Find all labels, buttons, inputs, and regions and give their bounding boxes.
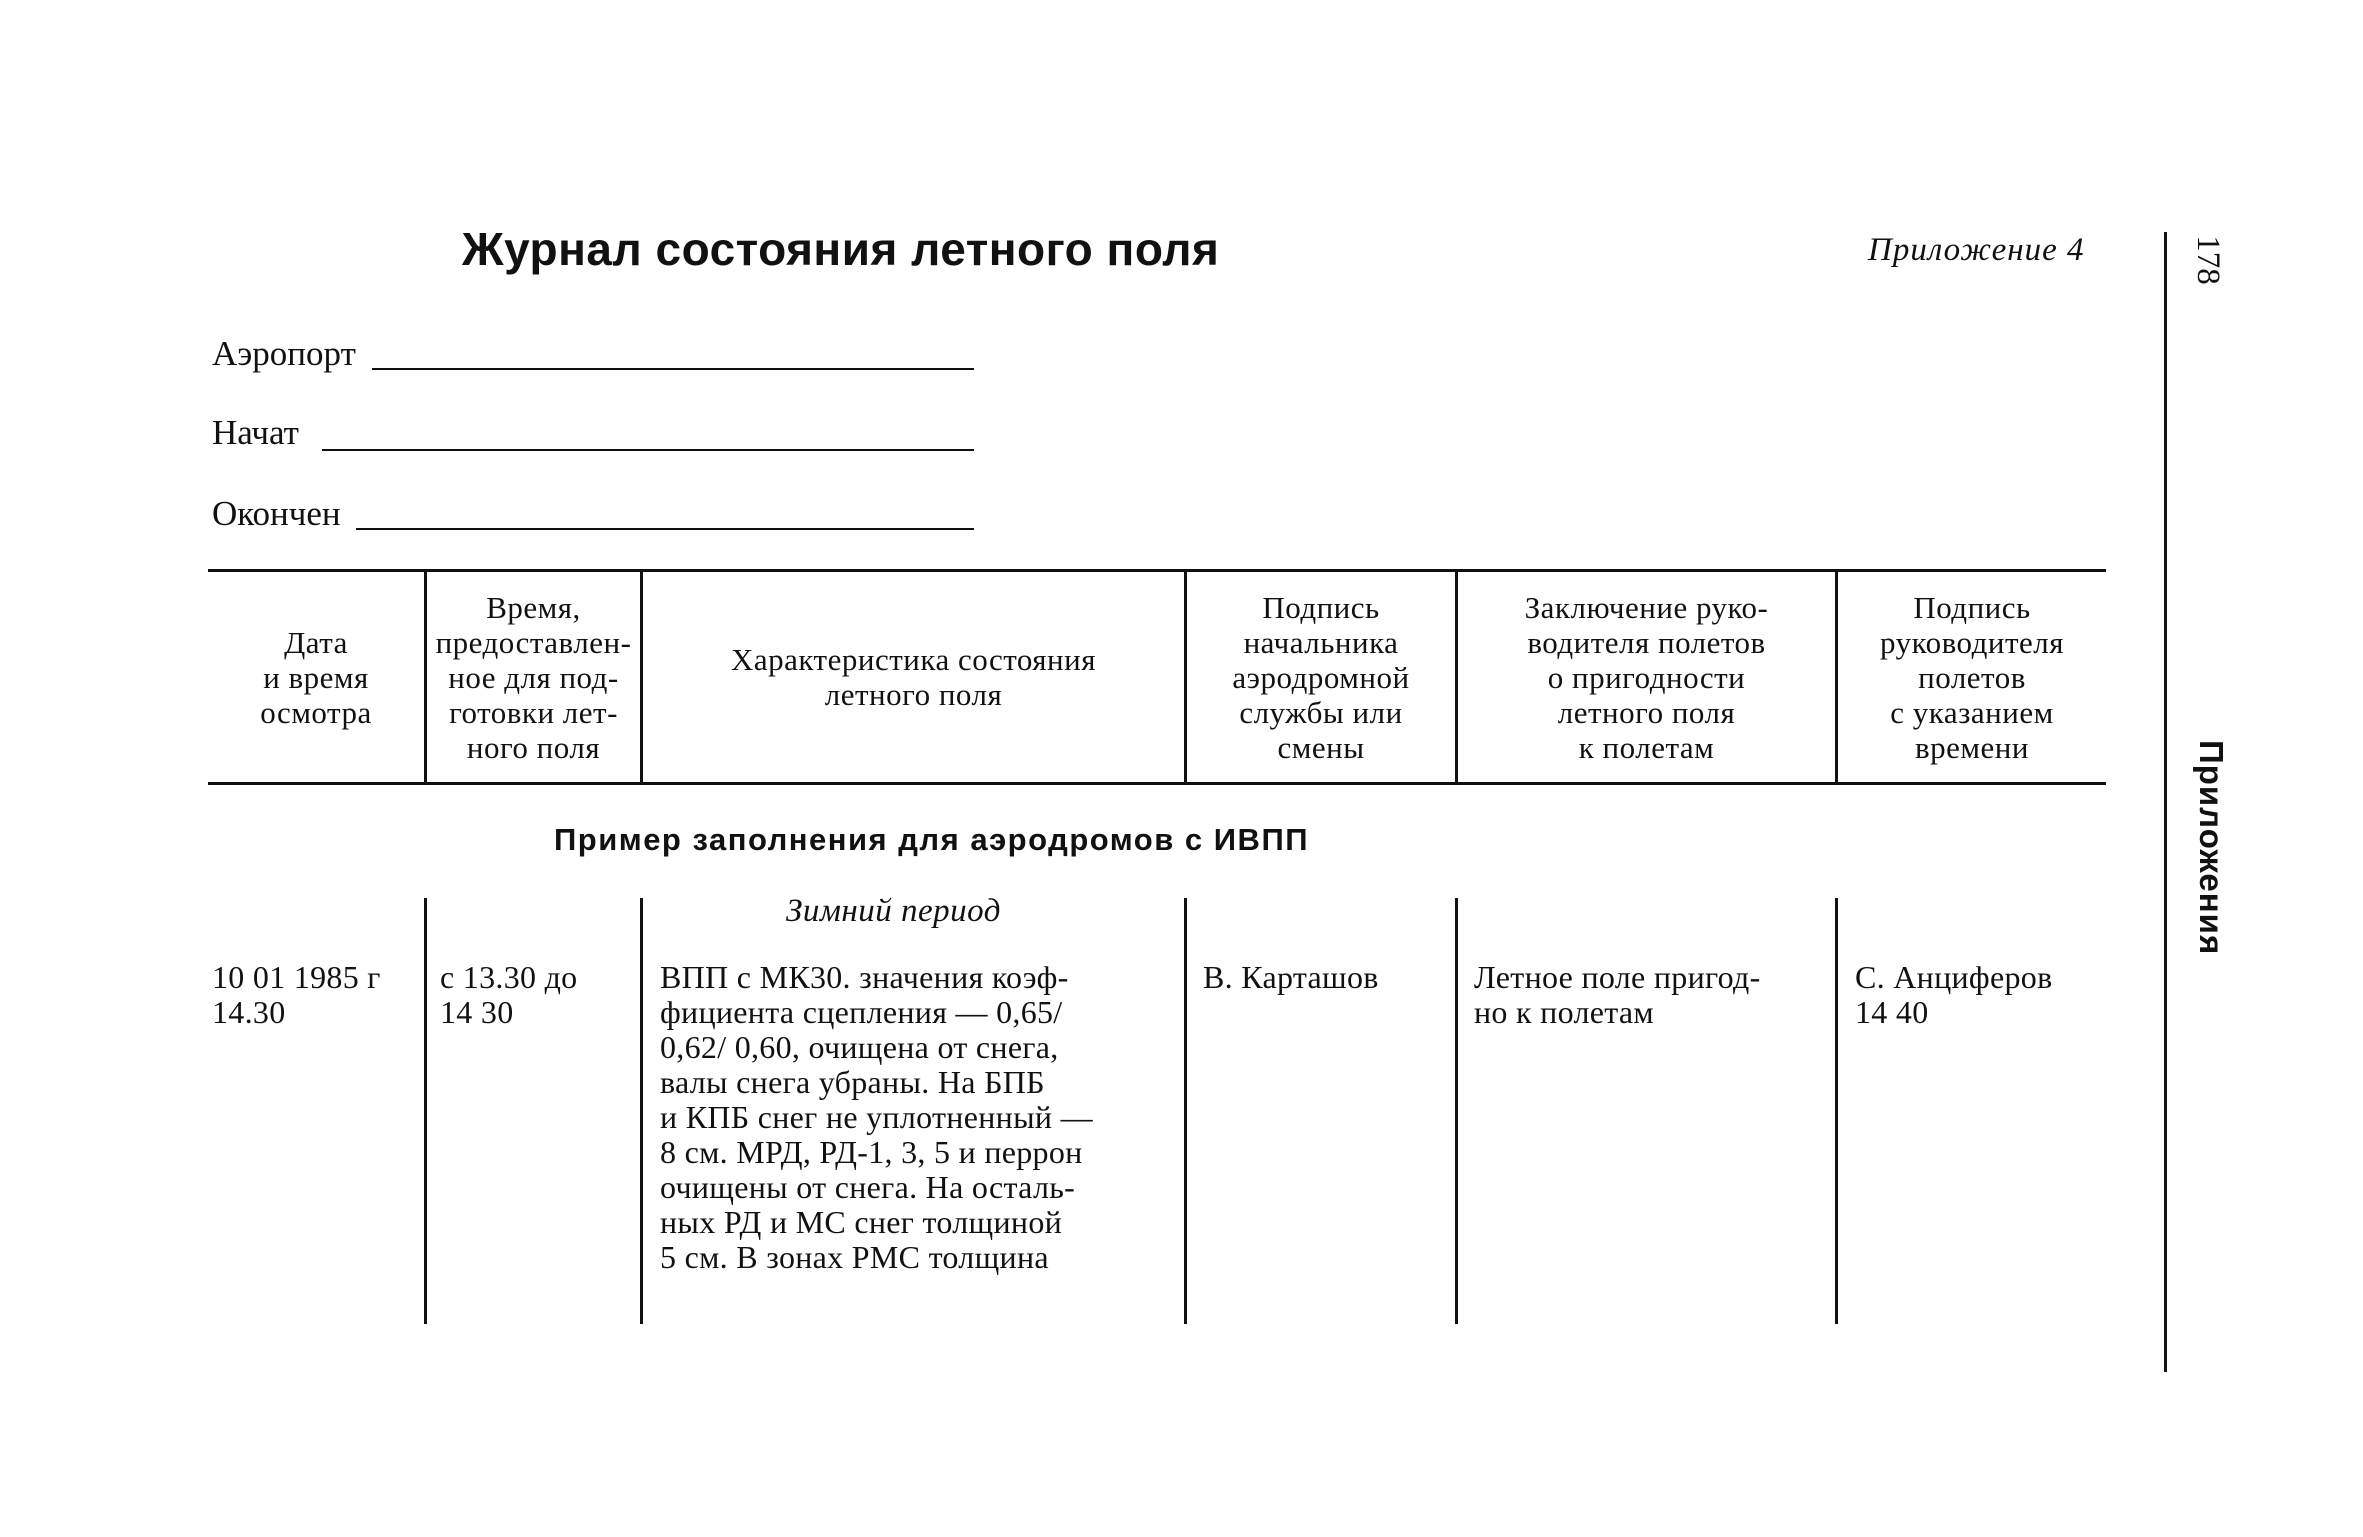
row-director-signature: С. Анциферов 14 40	[1855, 959, 2053, 1030]
row-condition: ВПП с МК30. значения коэф- фициента сцепления — 0,65/ 0,62/ 0,60, очищена от снега, валы снега убраны. На БПБ и КПБ снег не уплотненный — 8 см. МРД, РД-1, 3, 5 и перрон очищены от снега. На осталь- ных РД и МС снег толщиной 5 см. В зонах РМС толщина	[660, 959, 1093, 1275]
row-date-time: 10 01 1985 г 14.30	[212, 959, 381, 1030]
header-director-signature: Подпись руководителя полетов с указанием времени	[1879, 589, 2064, 765]
started-field[interactable]	[322, 449, 974, 451]
body-divider	[424, 898, 427, 1324]
header-condition: Характеристика состояния летного поля	[731, 642, 1096, 712]
margin-section-label: Приложения	[2193, 740, 2230, 956]
body-divider	[640, 898, 643, 1324]
row-service-signature: В. Карташов	[1203, 959, 1379, 995]
body-divider	[1835, 898, 1838, 1324]
margin-rule	[2164, 232, 2167, 1372]
period-label: Зимний период	[786, 893, 1001, 929]
page-number: 178	[2190, 235, 2226, 285]
header-prep-time: Время, предоставлен- ное для под- готовки лет- ного поля	[435, 589, 632, 765]
header-conclusion: Заключение руко- водителя полетов о пригодности летного поля к полетам	[1524, 589, 1769, 765]
airport-field[interactable]	[372, 368, 974, 370]
header-date-time: Дата и время осмотра	[260, 624, 372, 730]
table-header-rule	[208, 782, 2106, 785]
appendix-label: Приложение 4	[1868, 232, 2085, 268]
row-conclusion: Летное поле пригод- но к полетам	[1474, 959, 1761, 1030]
body-divider	[1184, 898, 1187, 1324]
airport-label: Аэропорт	[212, 334, 356, 373]
page-title: Журнал состояния летного поля	[462, 223, 1220, 275]
started-label: Начат	[212, 413, 299, 452]
body-divider	[1455, 898, 1458, 1324]
example-heading: Пример заполнения для аэродромов с ИВПП	[553, 822, 1310, 857]
row-prep-time: с 13.30 до 14 30	[440, 959, 578, 1030]
header-service-signature: Подпись начальника аэродромной службы или смены	[1232, 589, 1410, 765]
finished-field[interactable]	[356, 528, 974, 530]
finished-label: Окончен	[212, 494, 341, 533]
